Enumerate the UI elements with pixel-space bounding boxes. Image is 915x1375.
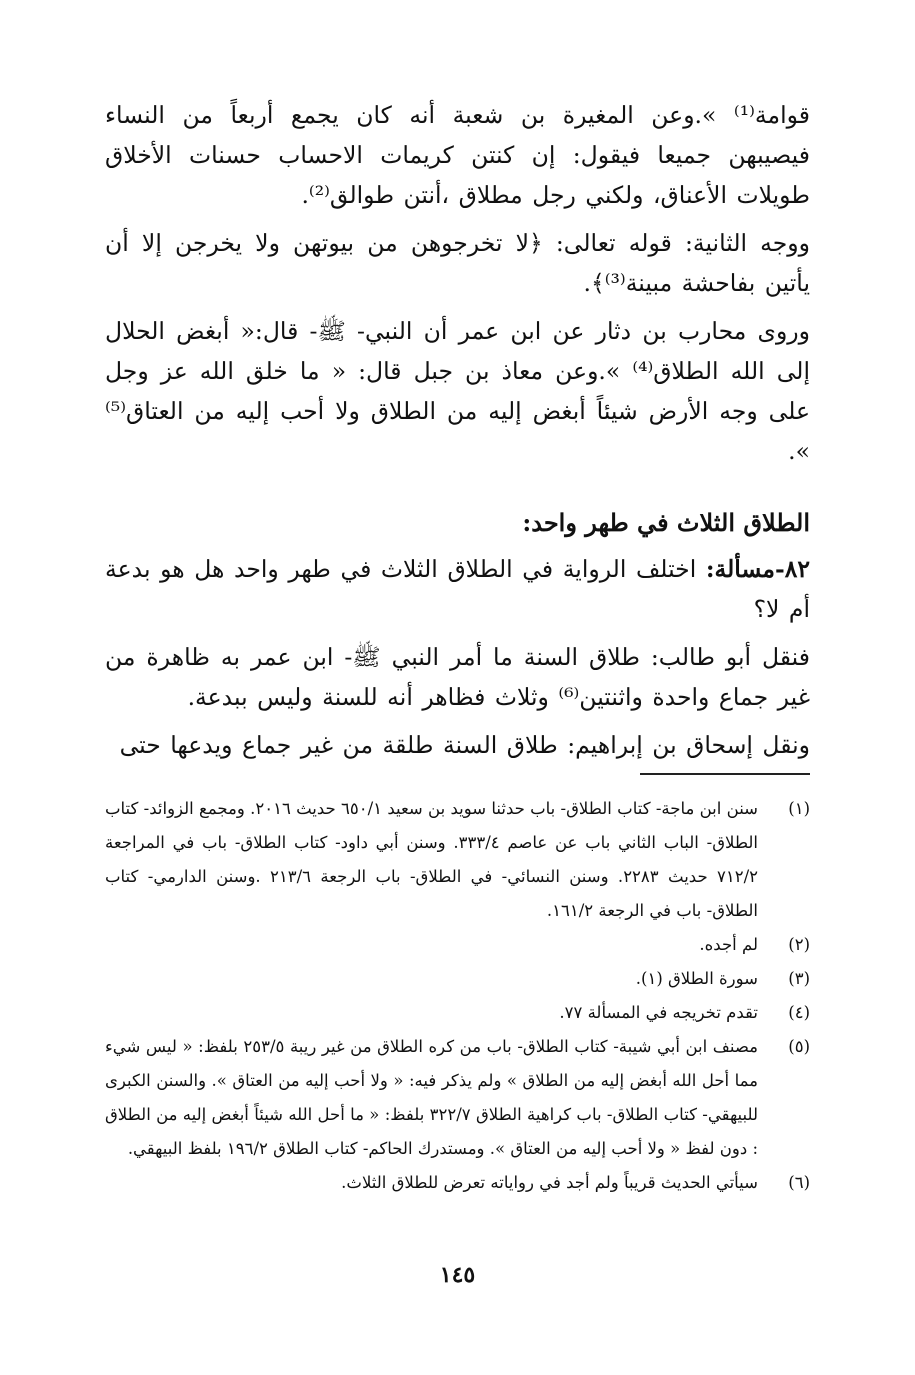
footnote-6 — [105, 1166, 810, 1200]
question-text: اختلف الرواية في الطلاق الثلاث في طهر واحد هل هو بدعة أم لا؟ — [105, 555, 810, 623]
paragraph-1: قوامة⁽¹⁾ ».وعن المغيرة بن شعبة أنه كان يجمع أربعاً من النساء فيصيبهن جميعا فيقول: إن كنتن كريمات الاحساب حسنات الأخلاق طويلات الأعناق، ولكني رجل مطلاق ،أنتن طوالق⁽²⁾. — [105, 101, 810, 209]
paragraph-2: ووجه الثانية: قوله تعالى: ﴿لا تخرجوهن من بيوتهن ولا يخرجن إلا أن يأتين بفاحشة مبينة⁽³⁾﴾. — [105, 229, 810, 297]
footnote-text: تقدم تخريجه في المسألة ٧٧. — [559, 1003, 758, 1022]
paragraph-5: فنقل أبو طالب: طلاق السنة ما أمر النبي ﷺ- ابن عمر به ظاهرة من غير جماع واحدة واثنتين⁽⁶⁾ وثلاث فظاهر أنه للسنة وليس ببدعة. — [105, 643, 810, 711]
page-number: ١٤٥ — [439, 1262, 476, 1288]
footnote-2 — [105, 928, 810, 962]
footnote-number: (٢) — [788, 935, 810, 954]
footnote-5 — [105, 1030, 810, 1166]
section-heading: الطلاق الثلاث في طهر واحد: — [522, 508, 810, 537]
question-number: ٨٢-مسألة: — [705, 555, 810, 583]
footnote-text: سيأتي الحديث قريباً ولم أجد في رواياته تعرض للطلاق الثلاث. — [341, 1173, 758, 1192]
footnote-4 — [105, 996, 810, 1030]
footnote-3 — [105, 962, 810, 996]
paragraph-4 — [105, 549, 810, 629]
paragraph-3: وروى محارب بن دثار عن ابن عمر أن النبي- ﷺ- قال:« أبغض الحلال إلى الله الطلاق⁽⁴⁾ ».وعن معاذ بن جبل قال: « ما خلق الله عز وجل على وجه الأرض شيئاً أبغض إليه من الطلاق ولا أحب إليه من العتاق⁽⁵⁾ ». — [105, 317, 810, 465]
main-text — [105, 95, 810, 773]
footnote-text: سورة الطلاق (١). — [635, 969, 758, 988]
footnote-text: مصنف ابن أبي شيبة- كتاب الطلاق- باب من كره الطلاق من غير ريبة ٢٥٣/٥ بلفظ: « ليس شيء مما أحل الله أبغض إليه من الطلاق » ولم يذكر فيه: « ولا أحب إليه من العتاق ». والسنن الكبرى للبيهقي- كتاب الطلاق- باب كراهية الطلاق ٣٢٢/٧ بلفظ: « ما أحل الله شيئاً أبغض إليه من الطلاق : دون لفظ « ولا أحب إليه من العتاق ». ومستدرك الحاكم- كتاب الطلاق ١٩٦/٢ بلفظ البيهقي. — [105, 1037, 759, 1158]
footnotes — [105, 792, 810, 1200]
paragraph-6: ونقل إسحاق بن إبراهيم: طلاق السنة طلقة من غير جماع ويدعها حتى — [119, 731, 810, 759]
footnote-1 — [105, 792, 810, 928]
footnote-number: (٣) — [788, 969, 810, 988]
footnote-number: (١) — [788, 799, 810, 818]
footnote-number: (٦) — [788, 1173, 810, 1192]
footnote-number: (٤) — [788, 1003, 810, 1022]
footnote-text: سنن ابن ماجة- كتاب الطلاق- باب حدثنا سويد بن سعيد ٦٥٠/١ حديث ٢٠١٦. ومجمع الزوائد- كتاب الطلاق- الباب الثاني باب عن عاصم ٣٣٣/٤. وسنن أبي داود- كتاب الطلاق- باب في المراجعة ٧١٢/٢ حديث ٢٢٨٣. وسنن النسائي- في الطلاق- باب الرجعة ٢١٣/٦ .وسنن الدارمي- كتاب الطلاق- باب في الرجعة ١٦١/٢. — [105, 799, 759, 920]
footnote-divider — [640, 773, 810, 775]
footnote-text: لم أجده. — [699, 935, 758, 954]
footnote-number: (٥) — [788, 1037, 810, 1056]
